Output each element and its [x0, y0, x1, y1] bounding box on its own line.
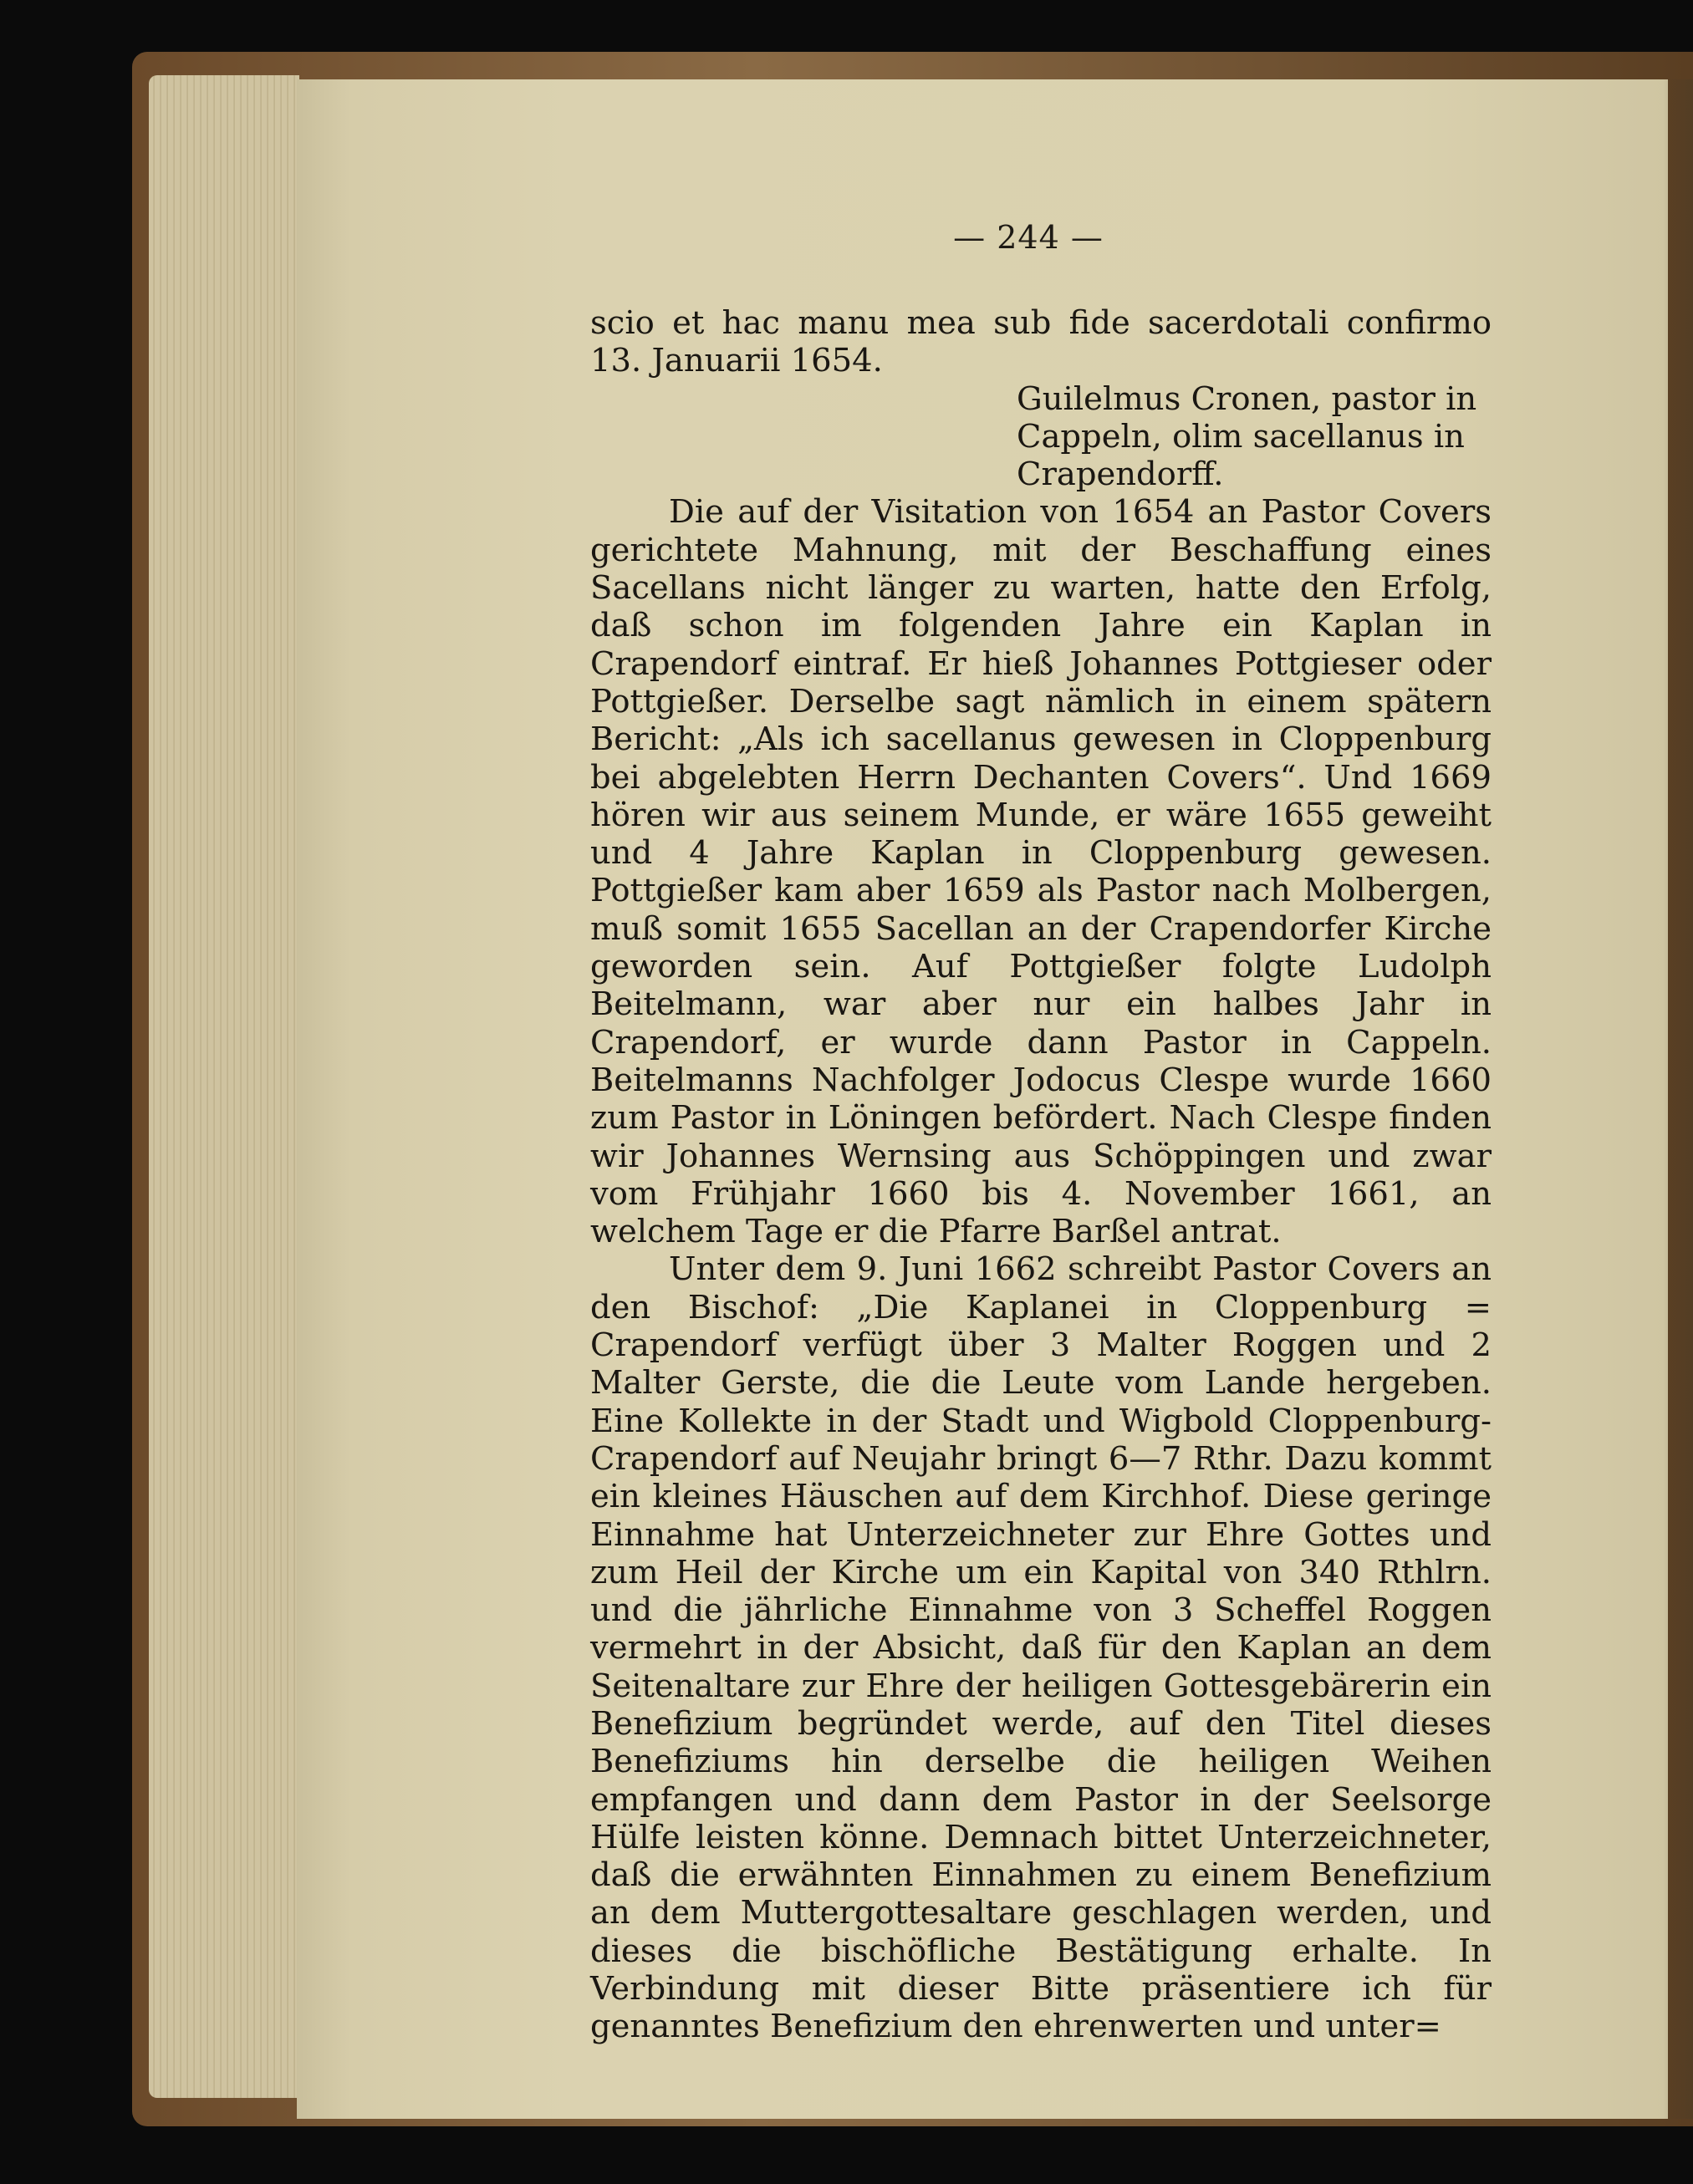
page-text [590, 304, 1492, 2046]
paragraph-letter: Unter dem 9. Juni 1662 schreibt Pastor Covers an den Bischof: „Die Kaplanei in Cloppenburg = Crapendorf verfügt über 3 Malter Roggen und 2 Malter Gerste, die die Leute vom Lande hergeben. Eine Kollekte in der Stadt und Wigbold Cloppenburg-Crapendorf auf Neujahr bringt 6—7 Rthr. Dazu kommt ein kleines Häuschen auf dem Kirchhof. Diese geringe Einnahme hat Unterzeichneter zur Ehre Gottes und zum Heil der Kirche um ein Kapital von 340 Rthlrn. und die jährliche Einnahme von 3 Scheffel Roggen vermehrt in der Absicht, daß für den Kaplan an dem Seitenaltare zur Ehre der heiligen Gottesgebärerin ein Benefizium begründet werde, auf den Titel dieses Benefiziums hin derselbe die heiligen Weihen empfangen und dann dem Pastor in der Seelsorge Hülfe leisten könne. Demnach bittet Unterzeichneter, daß die erwähnten Einnahmen zu einem Benefizium an dem Muttergottesaltare geschlagen werden, und dieses die bischöfliche Bestätigung erhalte. In Verbindung mit dieser Bitte präsentiere ich für genanntes Benefizium den ehrenwerten und unter= [590, 1250, 1492, 2046]
paragraph-visitation: Die auf der Visitation von 1654 an Pastor Covers gerichtete Mahnung, mit der Beschaffung eines Sacellans nicht länger zu warten, hatte den Erfolg, daß schon im folgenden Jahre ein Kaplan in Crapendorf eintraf. Er hieß Johannes Pottgieser oder Pottgießer. Derselbe sagt nämlich in einem spätern Bericht: „Als ich sacellanus gewesen in Cloppenburg bei abgelebten Herrn Dechanten Covers“. Und 1669 hören wir aus seinem Munde, er wäre 1655 geweiht und 4 Jahre Kaplan in Cloppenburg gewesen. Pottgießer kam aber 1659 als Pastor nach Molbergen, muß somit 1655 Sacellan an der Crapendorfer Kirche geworden sein. Auf Pottgießer folgte Ludolph Beitelmann, war aber nur ein halbes Jahr in Crapendorf, er wurde dann Pastor in Cappeln. Beitelmanns Nachfolger Jodocus Clespe wurde 1660 zum Pastor in Löningen befördert. Nach Clespe finden wir Johannes Wernsing aus Schöppingen und zwar vom Frühjahr 1660 bis 4. November 1661, an welchem Tage er die Pfarre Barßel antrat. [590, 493, 1492, 1251]
paragraph-latin-closing: scio et hac manu mea sub fide sacerdotali confirmo 13. Januarii 1654. [590, 304, 1492, 380]
signature-block: Guilelmus Cronen, pastor in Cappeln, olim sacellanus in Crapendorff. [1017, 379, 1477, 494]
gutter-shadow [1663, 79, 1693, 2119]
page-number: — 244 — [953, 219, 1104, 256]
page-edges [149, 75, 299, 2098]
